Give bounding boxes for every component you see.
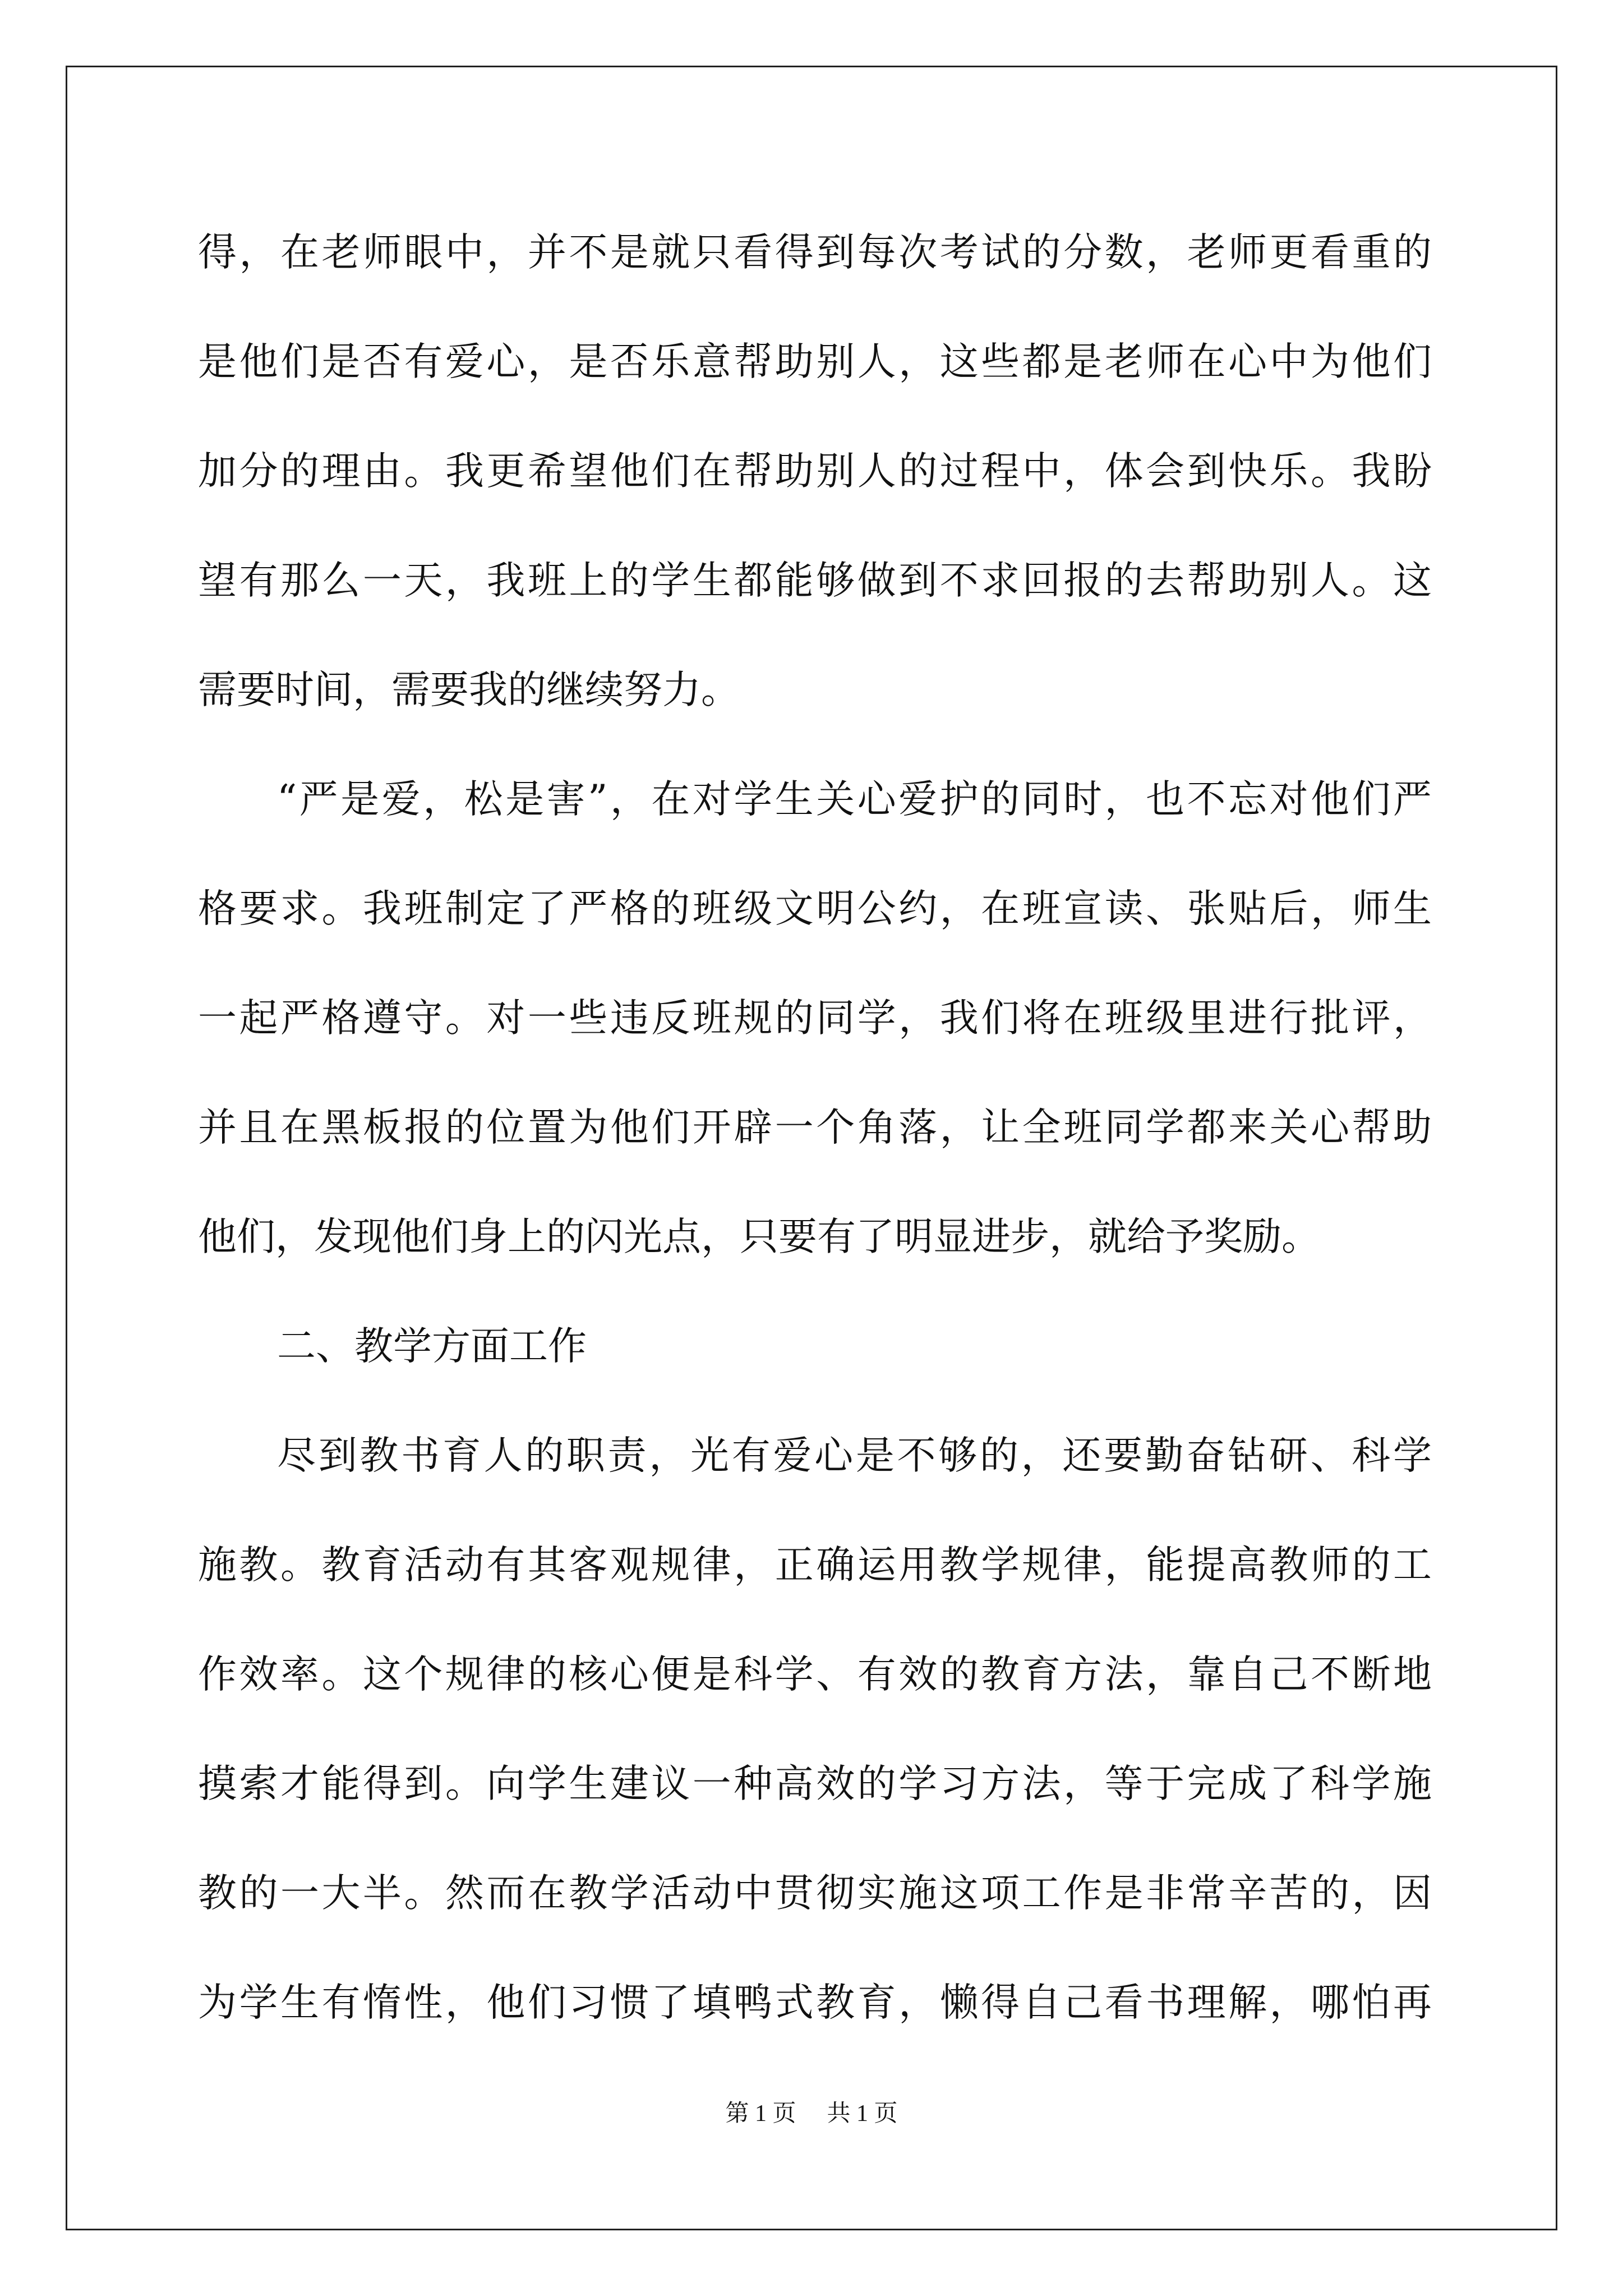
text-line: 为学生有惰性，他们习惯了填鸭式教育，懒得自己看书理解，哪怕再 — [198, 1980, 1432, 2025]
total-pages: 共 1 页 — [827, 2101, 898, 2127]
text-line: 他们，发现他们身上的闪光点，只要有了明显进步，就给予奖励。 — [198, 1214, 1320, 1259]
text-line: 教的一大半。然而在教学活动中贯彻实施这项工作是非常辛苦的，因 — [198, 1871, 1432, 1916]
section-heading: 二、教学方面工作 — [277, 1324, 587, 1369]
page-footer — [0, 2091, 1623, 2136]
text-line: 得，在老师眼中，并不是就只看得到每次考试的分数，老师更看重的 — [198, 230, 1432, 275]
text-line: 加分的理由。我更希望他们在帮助别人的过程中，体会到快乐。我盼 — [198, 449, 1432, 494]
text-line: 施教。教育活动有其客观规律，正确运用教学规律，能提高教师的工 — [198, 1543, 1432, 1588]
text-line: 作效率。这个规律的核心便是科学、有效的教育方法，靠自己不断地 — [198, 1652, 1432, 1697]
page-number: 第 1 页 — [725, 2101, 796, 2127]
text-line: 尽到教书育人的职责，光有爱心是不够的，还要勤奋钻研、科学 — [277, 1433, 1432, 1478]
text-line: 一起严格遵守。对一些违反班规的同学，我们将在班级里进行批评， — [198, 996, 1432, 1041]
text-line: 需要时间，需要我的继续努力。 — [198, 668, 740, 712]
text-line: 是他们是否有爱心，是否乐意帮助别人，这些都是老师在心中为他们 — [198, 339, 1432, 384]
text-line: 并且在黑板报的位置为他们开辟一个角落，让全班同学都来关心帮助 — [198, 1105, 1432, 1150]
text-line: 望有那么一天，我班上的学生都能够做到不求回报的去帮助别人。这 — [198, 558, 1432, 603]
text-line: 摸索才能得到。向学生建议一种高效的学习方法，等于完成了科学施 — [198, 1761, 1432, 1806]
text-line: “严是爱，松是害”，在对学生关心爱护的同时，也不忘对他们严 — [277, 777, 1432, 822]
text-line: 格要求。我班制定了严格的班级文明公约，在班宣读、张贴后，师生 — [198, 886, 1432, 931]
